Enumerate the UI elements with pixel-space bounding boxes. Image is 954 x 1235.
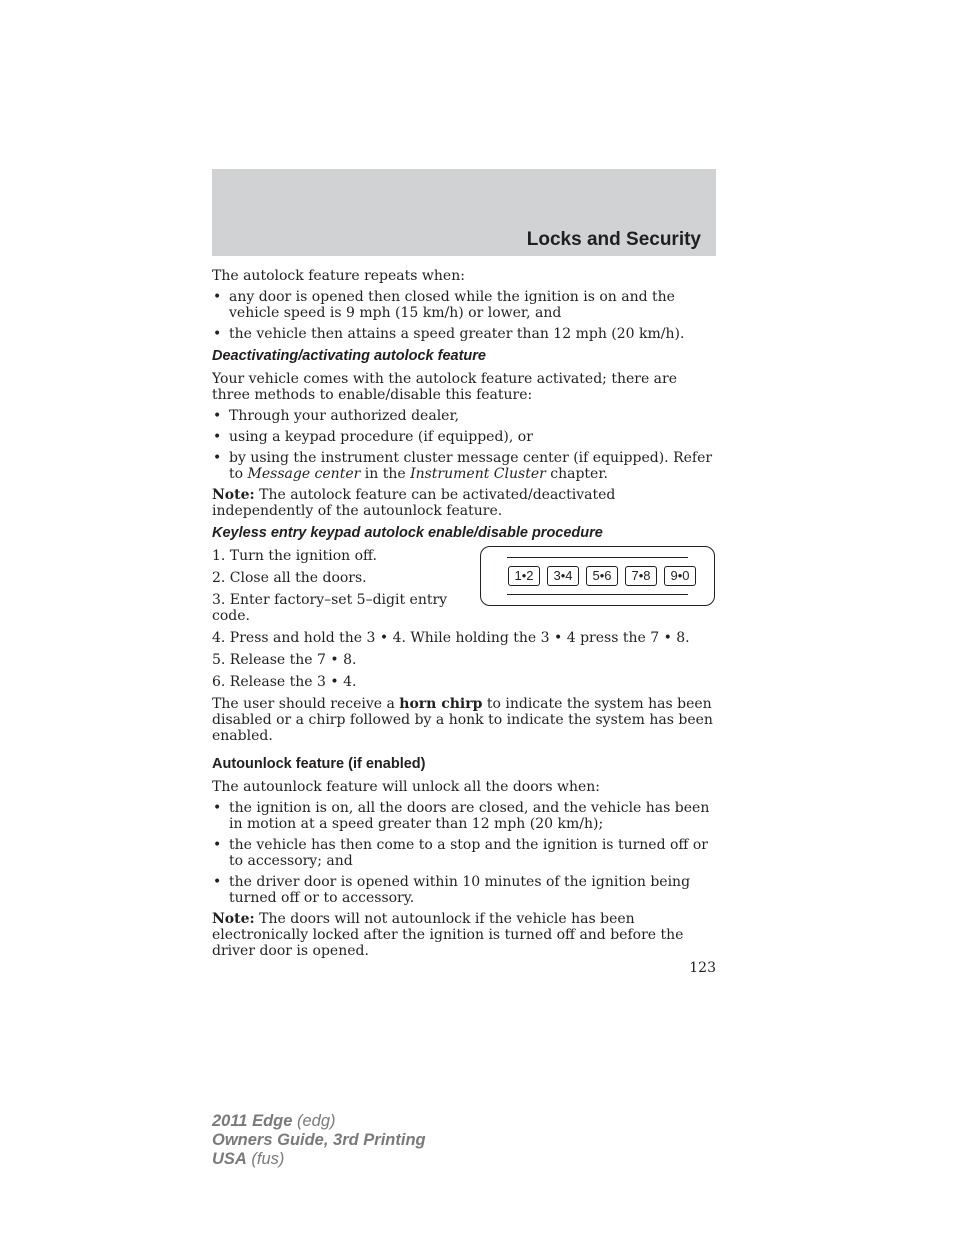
step-1: 1. Turn the ignition off. <box>212 548 377 564</box>
list-item: • any door is opened then closed while the ignition is on and the vehicle speed is 9 mph (15 km/h) or lower, and <box>212 289 716 321</box>
keypad-key: 3•4 <box>547 566 579 586</box>
keypad-keys <box>508 566 696 586</box>
document-footer <box>212 1112 426 1169</box>
keypad-key: 9•0 <box>664 566 696 586</box>
autounlock-paragraph: The autounlock feature will unlock all the doors when: <box>212 779 600 795</box>
repeat-conditions-list <box>212 289 716 342</box>
note-label: Note: <box>212 911 255 927</box>
instrument-cluster-ref: Instrument Cluster <box>410 466 546 482</box>
list-item: • Through your authorized dealer, <box>212 408 716 424</box>
keypad-illustration <box>480 546 715 606</box>
footer-guide: Owners Guide, 3rd Printing <box>212 1131 426 1149</box>
keypad-key: 7•8 <box>625 566 657 586</box>
page-content <box>212 268 716 964</box>
step-6: 6. Release the 3 • 4. <box>212 674 357 690</box>
deactivating-note <box>212 487 716 519</box>
keyless-heading: Keyless entry keypad autolock enable/disable procedure <box>212 525 603 541</box>
procedure-steps <box>212 548 716 690</box>
autounlock-conditions-list <box>212 800 716 906</box>
section-header-band <box>212 169 716 256</box>
message-center-ref: Message center <box>247 466 361 482</box>
intro-paragraph: The autolock feature repeats when: <box>212 268 465 284</box>
methods-list <box>212 408 716 482</box>
keypad-key: 5•6 <box>586 566 618 586</box>
deactivating-heading: Deactivating/activating autolock feature <box>212 348 486 364</box>
footer-market-code: (fus) <box>246 1150 285 1168</box>
footer-model: 2011 Edge <box>212 1112 293 1130</box>
autounlock-note <box>212 911 716 959</box>
bullet-text: by using the instrument cluster message center (if equipped). Refer to <box>229 450 713 482</box>
autounlock-heading: Autounlock feature (if enabled) <box>212 756 426 772</box>
footer-model-code: (edg) <box>292 1112 336 1130</box>
step-5: 5. Release the 7 • 8. <box>212 652 357 668</box>
list-item: • the vehicle has then come to a stop and the ignition is turned off or to accessory; and <box>212 837 716 869</box>
step-4: 4. Press and hold the 3 • 4. While holding the 3 • 4 press the 7 • 8. <box>212 630 690 646</box>
page-number: 123 <box>689 960 716 976</box>
result-text: to indicate the system has been disabled or a chirp followed by a honk to indicate the system has been enabled. <box>212 696 713 744</box>
note-label: Note: <box>212 487 255 503</box>
footer-market: USA <box>212 1150 247 1168</box>
list-item: • the driver door is opened within 10 minutes of the ignition being turned off or to accessory. <box>212 874 716 906</box>
keypad-key: 1•2 <box>508 566 540 586</box>
list-item: • the ignition is on, all the doors are closed, and the vehicle has been in motion at a speed greater than 12 mph (20 km/h); <box>212 800 716 832</box>
list-item <box>212 450 716 482</box>
step-2: 2. Close all the doors. <box>212 570 367 586</box>
note-text: The autolock feature can be activated/deactivated independently of the autounlock feature. <box>212 487 616 519</box>
note-text: The doors will not autounlock if the vehicle has been electronically locked after the ignition is turned off and before the driver door is opened. <box>212 911 684 959</box>
list-item: • the vehicle then attains a speed greater than 12 mph (20 km/h). <box>212 326 716 342</box>
bullet-text: in the <box>360 466 411 482</box>
result-paragraph <box>212 696 716 744</box>
result-text: The user should receive a <box>212 696 400 712</box>
section-title: Locks and Security <box>526 229 701 250</box>
deactivating-paragraph: Your vehicle comes with the autolock feature activated; there are three methods to enable/disable this feature: <box>212 371 678 403</box>
bullet-text: chapter. <box>545 466 608 482</box>
list-item: • using a keypad procedure (if equipped), or <box>212 429 716 445</box>
horn-chirp-term: horn chirp <box>399 696 483 712</box>
step-3: 3. Enter factory–set 5–digit entry code. <box>212 592 448 624</box>
